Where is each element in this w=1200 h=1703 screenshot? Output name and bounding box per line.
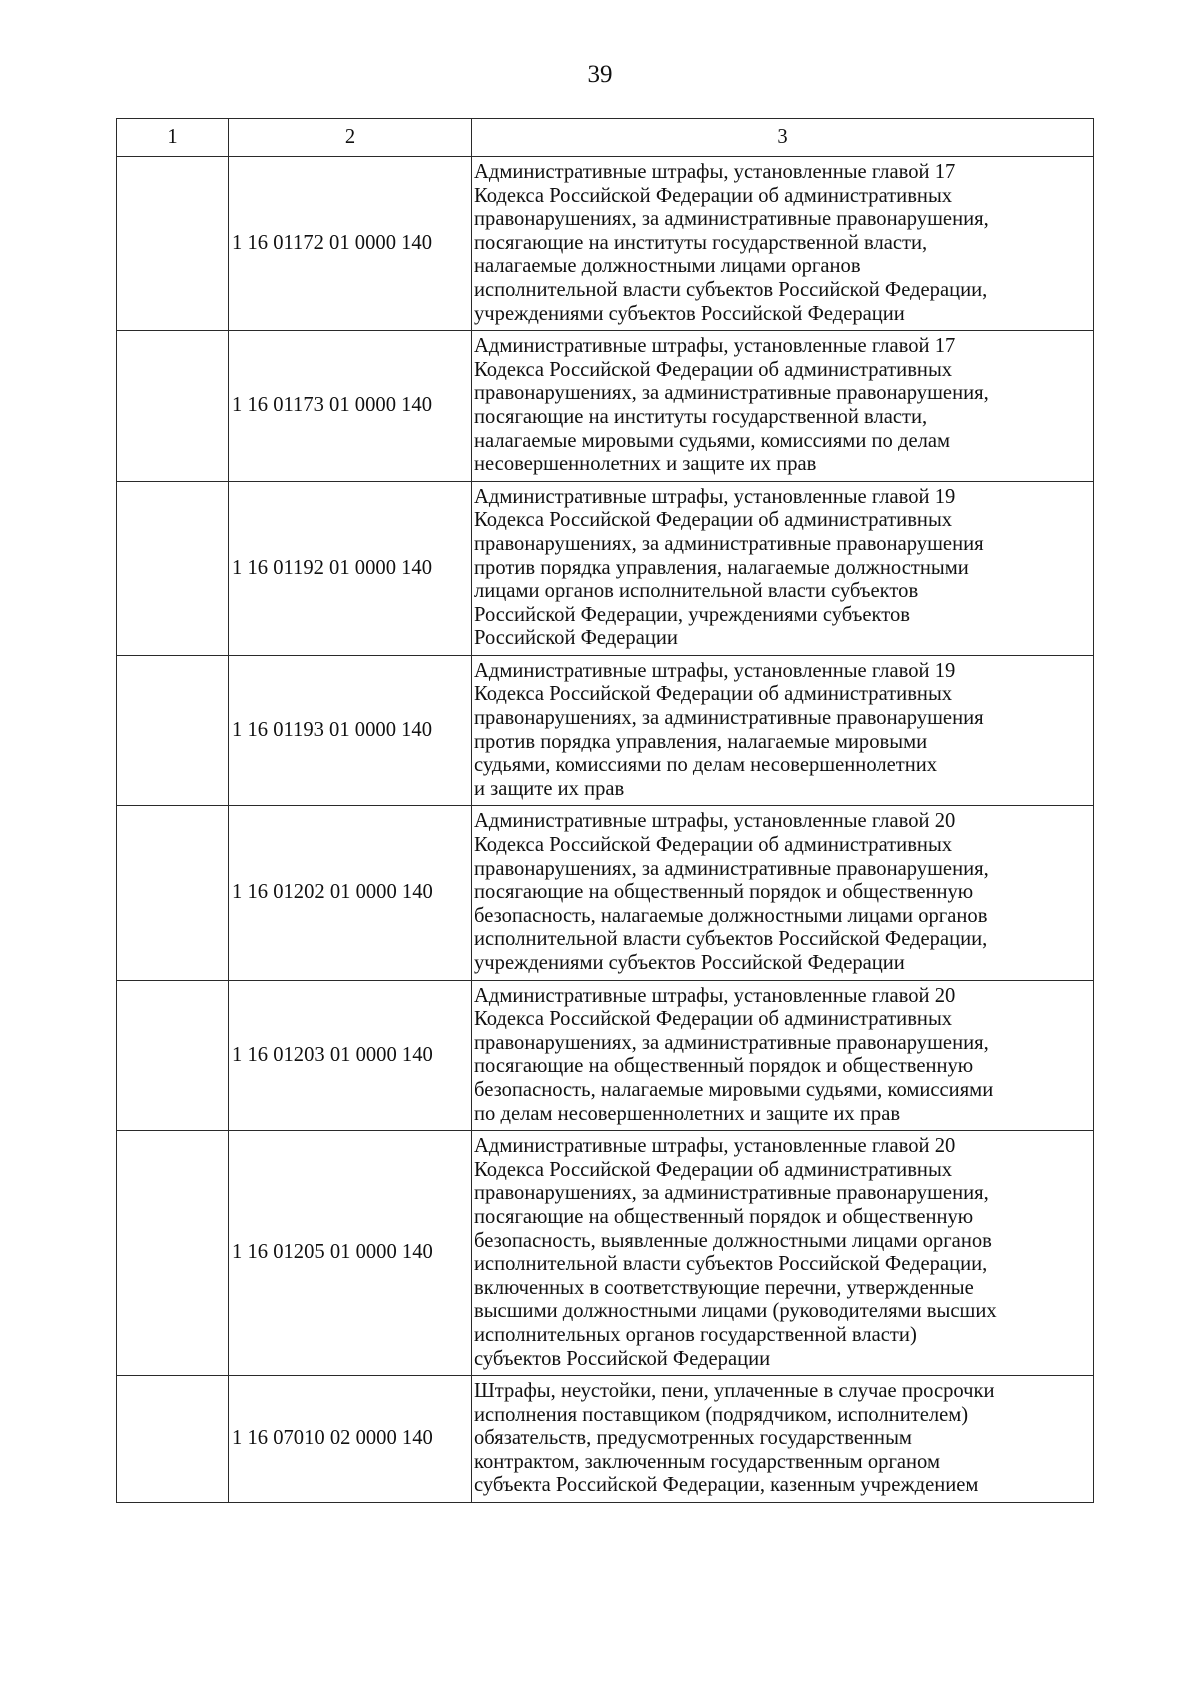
budget-code-cell: 1 16 01202 01 0000 140: [229, 806, 472, 980]
description-line: безопасность, налагаемые должностными лицами органов: [474, 904, 988, 927]
description-line: Кодекса Российской Федерации об административных: [474, 184, 953, 207]
description-line: правонарушениях, за административные правонарушения,: [474, 208, 989, 231]
page-number: 39: [587, 61, 613, 88]
description-line: контрактом, заключенным государственным органом: [474, 1450, 940, 1473]
header-col-2: 2: [229, 119, 472, 157]
description-line: высшими должностными лицами (руководителями высших: [474, 1300, 997, 1323]
description-line: Кодекса Российской Федерации об административных: [474, 1008, 953, 1031]
budget-code-cell: 1 16 01205 01 0000 140: [229, 1131, 472, 1376]
header-col-3: 3: [472, 119, 1094, 157]
budget-code-cell: 1 16 01172 01 0000 140: [229, 157, 472, 331]
description-line: субъекта Российской Федерации, казенным учреждением: [474, 1474, 979, 1497]
description-line: Кодекса Российской Федерации об административных: [474, 683, 953, 706]
budget-code-cell: 1 16 07010 02 0000 140: [229, 1376, 472, 1503]
description-line: Кодекса Российской Федерации об административных: [474, 509, 953, 532]
budget-code-cell: 1 16 01192 01 0000 140: [229, 481, 472, 655]
description-line: Административные штрафы, установленные главой 20: [474, 810, 956, 833]
description-line: по делам несовершеннолетних и защите их прав: [474, 1102, 901, 1125]
description-line: посягающие на институты государственной власти,: [474, 405, 928, 428]
description-line: правонарушениях, за административные правонарушения,: [474, 382, 989, 405]
table-row: [117, 1131, 1094, 1376]
row-number-cell: [117, 980, 229, 1131]
description-line: посягающие на общественный порядок и общественную: [474, 1055, 974, 1078]
budget-code-cell: 1 16 01173 01 0000 140: [229, 331, 472, 482]
description-line: Российской Федерации: [474, 627, 678, 650]
table-row: [117, 655, 1094, 806]
row-number-cell: [117, 481, 229, 655]
description-line: против порядка управления, налагаемые должностными: [474, 556, 969, 579]
table-row: [117, 331, 1094, 482]
description-line: посягающие на общественный порядок и общественную: [474, 881, 974, 904]
description-line: Штрафы, неустойки, пени, уплаченные в случае просрочки: [474, 1380, 995, 1403]
description-line: исполнительной власти субъектов Российской Федерации,: [474, 928, 988, 951]
row-number-cell: [117, 1376, 229, 1503]
description-line: включенных в соответствующие перечни, утвержденные: [474, 1276, 974, 1299]
description-line: Административные штрафы, установленные главой 17: [474, 161, 956, 183]
table-row: [117, 481, 1094, 655]
description-line: исполнительной власти субъектов Российской Федерации,: [474, 1253, 988, 1276]
description-line: правонарушениях, за административные правонарушения: [474, 532, 984, 555]
description-cell: [472, 655, 1094, 806]
description-cell: [472, 1131, 1094, 1376]
description-line: посягающие на общественный порядок и общественную: [474, 1205, 974, 1228]
row-number-cell: [117, 655, 229, 806]
table-row: [117, 980, 1094, 1131]
description-line: обязательств, предусмотренных государственным: [474, 1427, 912, 1450]
description-line: правонарушениях, за административные правонарушения,: [474, 1182, 989, 1205]
description-line: Кодекса Российской Федерации об административных: [474, 358, 953, 381]
description-line: судьями, комиссиями по делам несовершеннолетних: [474, 754, 938, 777]
row-number-cell: [117, 1131, 229, 1376]
row-number-cell: [117, 157, 229, 331]
budget-code-cell: 1 16 01193 01 0000 140: [229, 655, 472, 806]
table-row: [117, 806, 1094, 980]
description-line: Кодекса Российской Федерации об административных: [474, 834, 953, 857]
description-line: налагаемые должностными лицами органов: [474, 255, 861, 278]
description-line: исполнения поставщиком (подрядчиком, исполнителем): [474, 1403, 969, 1426]
header-row: [117, 119, 1094, 157]
description-line: Административные штрафы, установленные главой 20: [474, 984, 956, 1007]
description-line: правонарушениях, за административные правонарушения,: [474, 1031, 989, 1054]
description-line: исполнительных органов государственной власти): [474, 1323, 917, 1346]
description-cell: [472, 806, 1094, 980]
budget-classification-table: [116, 118, 1094, 1503]
description-line: и защите их прав: [474, 777, 625, 800]
table-body: [117, 157, 1094, 1503]
description-line: правонарушениях, за административные правонарушения: [474, 707, 984, 730]
description-line: несовершеннолетних и защите их прав: [474, 453, 817, 476]
description-line: Кодекса Российской Федерации об административных: [474, 1158, 953, 1181]
description-cell: [472, 980, 1094, 1131]
description-line: лицами органов исполнительной власти субъектов: [474, 580, 919, 603]
description-line: безопасность, выявленные должностными лицами органов: [474, 1229, 992, 1252]
description-line: посягающие на институты государственной власти,: [474, 231, 928, 254]
description-line: учреждениями субъектов Российской Федерации: [474, 302, 905, 325]
row-number-cell: [117, 331, 229, 482]
description-line: Административные штрафы, установленные главой 19: [474, 659, 956, 682]
description-line: учреждениями субъектов Российской Федерации: [474, 952, 905, 974]
description-line: субъектов Российской Федерации: [474, 1347, 771, 1370]
row-number-cell: [117, 806, 229, 980]
description-line: против порядка управления, налагаемые мировыми: [474, 730, 928, 753]
header-col-1: 1: [117, 119, 229, 157]
description-cell: [472, 481, 1094, 655]
description-line: Российской Федерации, учреждениями субъектов: [474, 603, 910, 626]
table-row: [117, 157, 1094, 331]
description-line: налагаемые мировыми судьями, комиссиями по делам: [474, 429, 951, 452]
description-line: Административные штрафы, установленные главой 17: [474, 335, 956, 358]
description-line: исполнительной власти субъектов Российской Федерации,: [474, 278, 988, 301]
description-cell: [472, 1376, 1094, 1503]
budget-code-cell: 1 16 01203 01 0000 140: [229, 980, 472, 1131]
description-line: безопасность, налагаемые мировыми судьями, комиссиями: [474, 1078, 994, 1101]
description-cell: [472, 331, 1094, 482]
table-row: [117, 1376, 1094, 1503]
description-line: Административные штрафы, установленные главой 19: [474, 485, 956, 508]
description-line: правонарушениях, за административные правонарушения,: [474, 857, 989, 880]
description-line: Административные штрафы, установленные главой 20: [474, 1135, 956, 1158]
description-cell: [472, 157, 1094, 331]
